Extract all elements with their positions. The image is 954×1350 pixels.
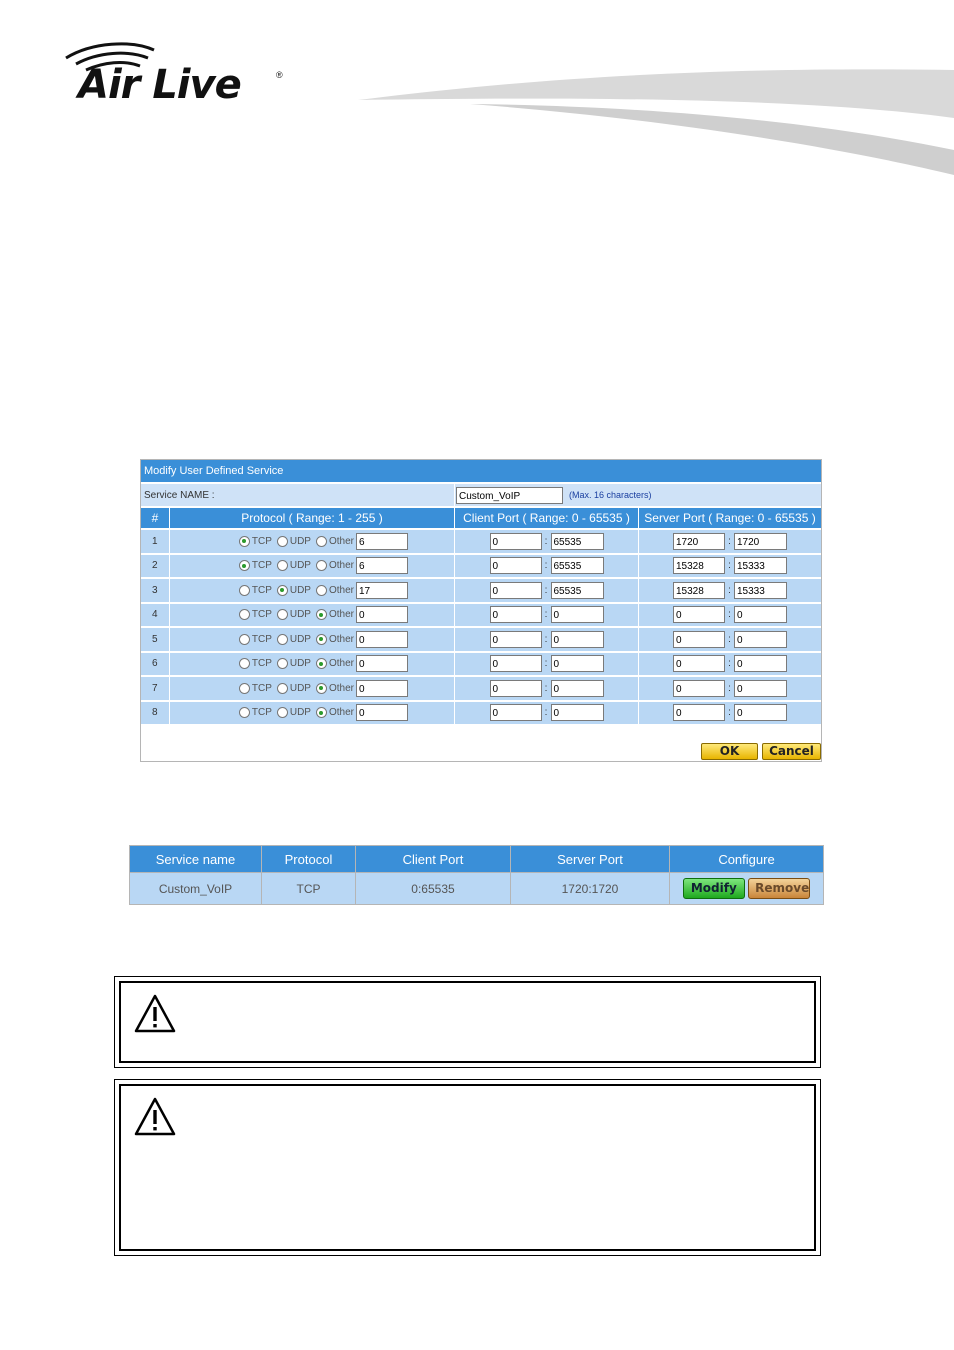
radio-tcp-label: TCP bbox=[251, 584, 272, 596]
warning-triangle-icon bbox=[133, 993, 177, 1035]
protocol-cell bbox=[170, 579, 455, 604]
registered-mark: ® bbox=[276, 70, 283, 80]
server-port-cell bbox=[639, 702, 821, 727]
row-number: 4 bbox=[141, 604, 170, 629]
server-port-from-input[interactable]: 15328 bbox=[673, 582, 725, 599]
radio-udp[interactable] bbox=[277, 658, 288, 669]
service-form-table bbox=[141, 484, 821, 726]
protocol-cell bbox=[170, 555, 455, 580]
radio-other[interactable] bbox=[316, 536, 327, 547]
header-service-name: Service name bbox=[130, 846, 261, 872]
client-port-from-input[interactable]: 0 bbox=[490, 533, 542, 550]
ok-button[interactable]: OK bbox=[701, 743, 758, 760]
radio-tcp[interactable] bbox=[239, 658, 250, 669]
header-client-port: Client Port ( Range: 0 - 65535 ) bbox=[455, 508, 639, 530]
client-port-from-input[interactable]: 0 bbox=[490, 606, 542, 623]
radio-other-label: Other bbox=[328, 633, 354, 645]
server-port-to-input[interactable]: 1720 bbox=[734, 533, 787, 550]
cell-client-port: 0:65535 bbox=[356, 873, 510, 904]
client-port-cell bbox=[455, 604, 639, 629]
radio-other[interactable] bbox=[316, 683, 327, 694]
client-port-cell bbox=[455, 555, 639, 580]
radio-udp[interactable] bbox=[277, 634, 288, 645]
client-port-from-input[interactable]: 0 bbox=[490, 557, 542, 574]
client-port-to-input[interactable]: 0 bbox=[551, 655, 604, 672]
port-separator: : bbox=[728, 633, 731, 645]
service-list-table bbox=[129, 845, 824, 905]
radio-udp-label: UDP bbox=[289, 609, 311, 621]
server-port-from-input[interactable]: 0 bbox=[673, 606, 725, 623]
row-number: 6 bbox=[141, 653, 170, 678]
radio-other-label: Other bbox=[328, 707, 354, 719]
cancel-button[interactable]: Cancel bbox=[762, 743, 821, 760]
row-number: 2 bbox=[141, 555, 170, 580]
server-port-from-input[interactable]: 0 bbox=[673, 655, 725, 672]
table-row bbox=[141, 530, 821, 555]
form-header-row bbox=[141, 508, 821, 530]
max-characters-note: (Max. 16 characters) bbox=[569, 489, 652, 500]
radio-udp[interactable] bbox=[277, 707, 288, 718]
radio-udp[interactable] bbox=[277, 536, 288, 547]
table-row bbox=[130, 873, 823, 904]
table-row bbox=[141, 677, 821, 702]
radio-other[interactable] bbox=[316, 560, 327, 571]
client-port-to-input[interactable]: 0 bbox=[551, 606, 604, 623]
client-port-to-input[interactable]: 65535 bbox=[551, 533, 604, 550]
server-port-cell bbox=[639, 579, 821, 604]
row-number: 7 bbox=[141, 677, 170, 702]
radio-tcp[interactable] bbox=[239, 634, 250, 645]
radio-tcp-label: TCP bbox=[251, 707, 272, 719]
radio-udp-label: UDP bbox=[289, 560, 311, 572]
port-separator: : bbox=[544, 658, 548, 670]
note-box-1-frame bbox=[119, 981, 816, 1063]
client-port-cell bbox=[455, 677, 639, 702]
protocol-cell bbox=[170, 530, 455, 555]
client-port-from-input[interactable]: 0 bbox=[490, 680, 542, 697]
port-separator: : bbox=[544, 633, 548, 645]
server-port-from-input[interactable]: 0 bbox=[673, 680, 725, 697]
radio-other[interactable] bbox=[316, 585, 327, 596]
row-number: 1 bbox=[141, 530, 170, 555]
cell-configure bbox=[670, 873, 823, 904]
server-port-cell bbox=[639, 604, 821, 629]
warning-triangle-icon bbox=[133, 1096, 177, 1138]
remove-button[interactable]: Remove bbox=[748, 878, 810, 899]
port-separator: : bbox=[728, 535, 731, 547]
protocol-cell bbox=[170, 628, 455, 653]
client-port-cell bbox=[455, 653, 639, 678]
radio-tcp[interactable] bbox=[239, 683, 250, 694]
radio-other-label: Other bbox=[328, 560, 354, 572]
client-port-cell bbox=[455, 702, 639, 727]
table-row bbox=[141, 628, 821, 653]
server-port-to-input[interactable]: 0 bbox=[734, 704, 787, 721]
client-port-cell bbox=[455, 579, 639, 604]
server-port-cell bbox=[639, 677, 821, 702]
header-client-port: Client Port bbox=[356, 846, 510, 872]
radio-tcp-label: TCP bbox=[251, 682, 272, 694]
panel-title: Modify User Defined Service bbox=[141, 460, 821, 482]
radio-tcp[interactable] bbox=[239, 536, 250, 547]
cell-protocol: TCP bbox=[262, 873, 355, 904]
radio-udp-label: UDP bbox=[289, 584, 311, 596]
port-separator: : bbox=[544, 560, 548, 572]
header-server-port: Server Port bbox=[511, 846, 669, 872]
radio-other[interactable] bbox=[316, 658, 327, 669]
client-port-to-input[interactable]: 0 bbox=[551, 704, 604, 721]
client-port-cell bbox=[455, 530, 639, 555]
radio-other[interactable] bbox=[316, 609, 327, 620]
modify-service-panel bbox=[140, 459, 822, 762]
client-port-from-input[interactable]: 0 bbox=[490, 704, 542, 721]
radio-tcp-label: TCP bbox=[251, 609, 272, 621]
server-port-cell bbox=[639, 653, 821, 678]
server-port-from-input[interactable]: 15328 bbox=[673, 557, 725, 574]
radio-tcp-label: TCP bbox=[251, 633, 272, 645]
row-number: 8 bbox=[141, 702, 170, 727]
client-port-from-input[interactable]: 0 bbox=[490, 631, 542, 648]
server-port-cell bbox=[639, 555, 821, 580]
radio-other-label: Other bbox=[328, 584, 354, 596]
radio-tcp[interactable] bbox=[239, 707, 250, 718]
radio-tcp-label: TCP bbox=[251, 658, 272, 670]
radio-udp-label: UDP bbox=[289, 707, 311, 719]
other-protocol-input[interactable]: 0 bbox=[356, 631, 408, 648]
client-port-to-input[interactable]: 0 bbox=[551, 680, 604, 697]
port-separator: : bbox=[728, 560, 731, 572]
server-port-to-input[interactable]: 0 bbox=[734, 680, 787, 697]
radio-tcp[interactable] bbox=[239, 585, 250, 596]
server-port-cell bbox=[639, 628, 821, 653]
radio-other[interactable] bbox=[316, 707, 327, 718]
header-protocol: Protocol ( Range: 1 - 255 ) bbox=[170, 508, 455, 530]
radio-other-label: Other bbox=[328, 658, 354, 670]
server-port-to-input[interactable]: 15333 bbox=[734, 582, 787, 599]
note-box-2-frame bbox=[119, 1084, 816, 1251]
client-port-from-input[interactable]: 0 bbox=[490, 582, 542, 599]
radio-tcp-label: TCP bbox=[251, 535, 272, 547]
header-server-port: Server Port ( Range: 0 - 65535 ) bbox=[639, 508, 821, 530]
port-separator: : bbox=[544, 584, 548, 596]
table-row bbox=[141, 579, 821, 604]
other-protocol-input[interactable]: 0 bbox=[356, 704, 408, 721]
radio-tcp[interactable] bbox=[239, 609, 250, 620]
client-port-to-input[interactable]: 0 bbox=[551, 631, 604, 648]
protocol-cell bbox=[170, 677, 455, 702]
radio-udp-label: UDP bbox=[289, 682, 311, 694]
cell-service-name: Custom_VoIP bbox=[130, 873, 261, 904]
radio-other-label: Other bbox=[328, 535, 354, 547]
port-separator: : bbox=[544, 682, 548, 694]
protocol-cell bbox=[170, 653, 455, 678]
radio-udp-label: UDP bbox=[289, 633, 311, 645]
table-row bbox=[141, 555, 821, 580]
port-separator: : bbox=[728, 682, 731, 694]
other-protocol-input[interactable]: 6 bbox=[356, 533, 408, 550]
note-box-1 bbox=[114, 976, 821, 1068]
server-port-to-input[interactable]: 15333 bbox=[734, 557, 787, 574]
radio-tcp[interactable] bbox=[239, 560, 250, 571]
client-port-to-input[interactable]: 65535 bbox=[551, 557, 604, 574]
row-number: 5 bbox=[141, 628, 170, 653]
table-row bbox=[141, 604, 821, 629]
server-port-cell bbox=[639, 530, 821, 555]
other-protocol-input[interactable]: 17 bbox=[356, 582, 408, 599]
server-port-to-input[interactable]: 0 bbox=[734, 631, 787, 648]
radio-other-label: Other bbox=[328, 682, 354, 694]
radio-other-label: Other bbox=[328, 609, 354, 621]
service-list-header-row bbox=[130, 846, 823, 872]
server-port-from-input[interactable]: 1720 bbox=[673, 533, 725, 550]
service-name-row bbox=[141, 484, 821, 508]
modify-button[interactable]: Modify bbox=[683, 878, 745, 899]
client-port-to-input[interactable]: 65535 bbox=[551, 582, 604, 599]
cell-server-port: 1720:1720 bbox=[511, 873, 669, 904]
port-separator: : bbox=[728, 707, 731, 719]
port-separator: : bbox=[544, 535, 548, 547]
port-separator: : bbox=[728, 609, 731, 621]
radio-other[interactable] bbox=[316, 634, 327, 645]
radio-udp[interactable] bbox=[277, 585, 288, 596]
protocol-cell bbox=[170, 702, 455, 727]
port-separator: : bbox=[728, 658, 731, 670]
radio-tcp-label: TCP bbox=[251, 560, 272, 572]
header-protocol: Protocol bbox=[262, 846, 355, 872]
radio-udp[interactable] bbox=[277, 609, 288, 620]
client-port-from-input[interactable]: 0 bbox=[490, 655, 542, 672]
other-protocol-input[interactable]: 6 bbox=[356, 557, 408, 574]
port-separator: : bbox=[544, 707, 548, 719]
table-row bbox=[141, 653, 821, 678]
airlive-logo bbox=[62, 40, 292, 110]
server-port-to-input[interactable]: 0 bbox=[734, 655, 787, 672]
service-name-cell bbox=[455, 484, 821, 508]
header-num: # bbox=[141, 508, 170, 530]
server-port-from-input[interactable]: 0 bbox=[673, 704, 725, 721]
radio-udp-label: UDP bbox=[289, 535, 311, 547]
service-name-label: Service NAME : bbox=[141, 484, 455, 508]
protocol-cell bbox=[170, 604, 455, 629]
row-number: 3 bbox=[141, 579, 170, 604]
radio-udp-label: UDP bbox=[289, 658, 311, 670]
port-separator: : bbox=[544, 609, 548, 621]
client-port-cell bbox=[455, 628, 639, 653]
radio-udp[interactable] bbox=[277, 683, 288, 694]
other-protocol-input[interactable]: 0 bbox=[356, 655, 408, 672]
note-box-2 bbox=[114, 1079, 821, 1256]
radio-udp[interactable] bbox=[277, 560, 288, 571]
service-name-input[interactable]: Custom_VoIP bbox=[456, 487, 563, 504]
server-port-from-input[interactable]: 0 bbox=[673, 631, 725, 648]
table-row bbox=[141, 702, 821, 727]
other-protocol-input[interactable]: 0 bbox=[356, 606, 408, 623]
header-configure: Configure bbox=[670, 846, 823, 872]
port-separator: : bbox=[728, 584, 731, 596]
other-protocol-input[interactable]: 0 bbox=[356, 680, 408, 697]
logo-text: Air Live bbox=[78, 62, 241, 108]
server-port-to-input[interactable]: 0 bbox=[734, 606, 787, 623]
